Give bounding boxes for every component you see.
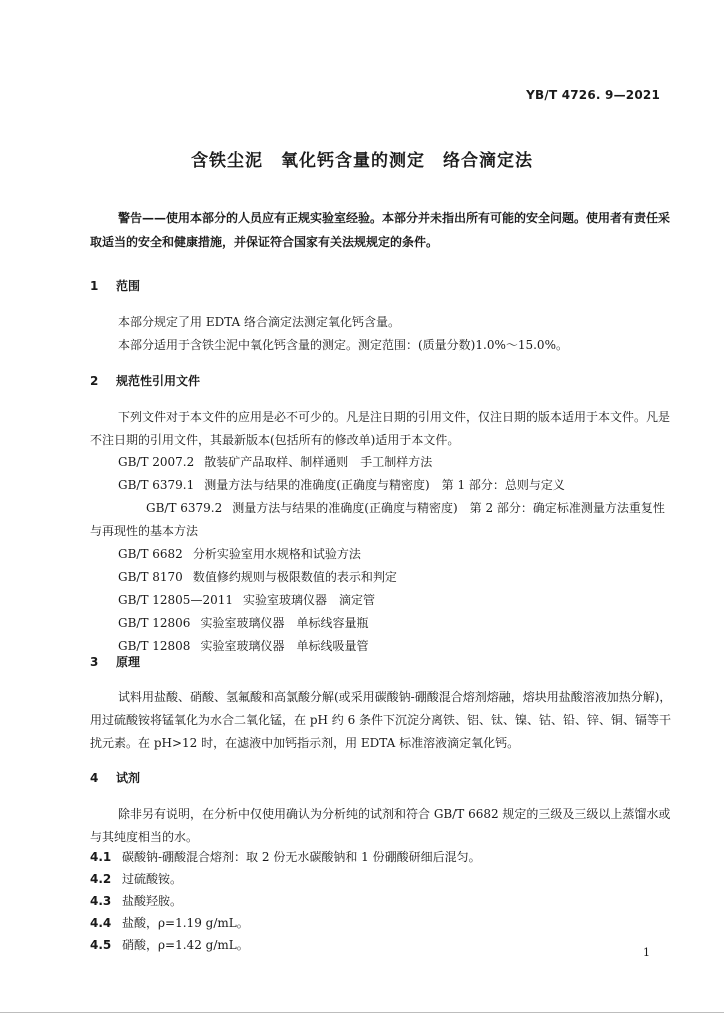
reference-code: GB/T 6379.1 bbox=[118, 478, 195, 492]
section-number: 2 bbox=[90, 374, 99, 388]
section-number: 3 bbox=[90, 655, 99, 669]
intro-paragraph: 下列文件对于本文件的应用是必不可少的。凡是注日期的引用文件，仅注日期的版本适用于本文件。凡是不注日期的引用文件，其最新版本(包括所有的修改单)适用于本文件。 bbox=[90, 410, 671, 447]
principle-paragraph: 试料用盐酸、硝酸、氢氟酸和高氯酸分解(或采用碳酸钠-硼酸混合熔剂熔融，熔块用盐酸溶液加热分解)，用过硫酸铵将锰氧化为水合二氧化锰，在 pH 约 6 条件下沉淀分离铁、铝、钛、镍、钴、铅、锌、铜、镉等干扰元素。在 pH>12 时，在滤液中加钙指示剂，用 EDTA 标准溶液滴定氧化钙。 bbox=[90, 690, 672, 750]
reagent-number: 4.2 bbox=[90, 872, 112, 886]
document-title: 含铁尘泥 氧化钙含量的测定 络合滴定法 bbox=[191, 151, 533, 171]
principle-body bbox=[90, 686, 672, 755]
reagent-item bbox=[90, 890, 672, 912]
reagent-text: 盐酸羟胺。 bbox=[122, 894, 183, 908]
reference-code: GB/T 8170 bbox=[118, 570, 183, 584]
reference-title: 散装矿产品取样、制样通则 手工制样方法 bbox=[204, 455, 433, 469]
reagent-item bbox=[90, 934, 672, 956]
intro-paragraph: 除非另有说明，在分析中仅使用确认为分析纯的试剂和符合 GB/T 6682 规定的三级及三级以上蒸馏水或与其纯度相当的水。 bbox=[90, 807, 671, 844]
reference-title: 数值修约规则与极限数值的表示和判定 bbox=[192, 570, 397, 584]
section-number: 1 bbox=[90, 279, 99, 293]
warning-block bbox=[90, 206, 672, 254]
section-title: 原理 bbox=[116, 655, 141, 669]
reference-item bbox=[90, 451, 672, 474]
warning-text: 警告——使用本部分的人员应有正规实验室经验。本部分并未指出所有可能的安全问题。使用者有责任采取适当的安全和健康措施，并保证符合国家有关法规规定的条件。 bbox=[90, 211, 671, 249]
reference-title: 实验室玻璃仪器 单标线吸量管 bbox=[200, 639, 369, 653]
scope-body bbox=[90, 311, 672, 357]
normative-refs-intro bbox=[90, 406, 672, 452]
reference-code: GB/T 6379.2 bbox=[146, 501, 223, 515]
scope-paragraph: 本部分规定了用 EDTA 络合滴定法测定氧化钙含量。 bbox=[118, 315, 401, 329]
reagent-list bbox=[90, 846, 672, 956]
reference-item bbox=[90, 566, 672, 589]
reference-item bbox=[90, 474, 672, 497]
reference-code: GB/T 12805—2011 bbox=[118, 593, 233, 607]
reagent-item bbox=[90, 868, 672, 890]
reference-item bbox=[90, 589, 672, 612]
section-title: 试剂 bbox=[116, 771, 141, 785]
section-heading-normative-refs bbox=[90, 372, 200, 389]
section-number: 4 bbox=[90, 771, 99, 785]
reference-code: GB/T 6682 bbox=[118, 547, 183, 561]
section-heading-scope bbox=[90, 277, 140, 294]
section-title: 范围 bbox=[116, 279, 141, 293]
reagent-item bbox=[90, 912, 672, 934]
reagent-text: 过硫酸铵。 bbox=[122, 872, 183, 886]
reference-item bbox=[90, 635, 672, 658]
reference-code: GB/T 12808 bbox=[118, 639, 191, 653]
reagent-number: 4.5 bbox=[90, 938, 112, 952]
page-bottom-divider bbox=[0, 1012, 724, 1013]
page-number: 1 bbox=[643, 946, 650, 959]
reference-title: 实验室玻璃仪器 单标线容量瓶 bbox=[200, 616, 369, 630]
reagents-intro bbox=[90, 803, 672, 849]
reference-title: 分析实验室用水规格和试验方法 bbox=[192, 547, 361, 561]
reference-item bbox=[90, 612, 672, 635]
reagent-text: 盐酸，ρ=1.19 g/mL。 bbox=[122, 916, 249, 930]
section-heading-principle bbox=[90, 653, 140, 670]
reagent-text: 硝酸，ρ=1.42 g/mL。 bbox=[122, 938, 249, 952]
reference-item bbox=[90, 497, 672, 543]
reference-title: 实验室玻璃仪器 滴定管 bbox=[242, 593, 375, 607]
reagent-number: 4.1 bbox=[90, 850, 112, 864]
scope-paragraph: 本部分适用于含铁尘泥中氧化钙含量的测定。测定范围：(质量分数)1.0%～15.0%。 bbox=[118, 338, 568, 352]
section-title: 规范性引用文件 bbox=[116, 374, 201, 388]
section-heading-reagents bbox=[90, 769, 140, 786]
reference-title: 测量方法与结果的准确度(正确度与精密度) 第 2 部分：确定标准测量方法重复性与再现性的基本方法 bbox=[90, 501, 665, 538]
reference-code: GB/T 2007.2 bbox=[118, 455, 195, 469]
reagent-item bbox=[90, 846, 672, 868]
reference-item bbox=[90, 543, 672, 566]
reagent-number: 4.4 bbox=[90, 916, 112, 930]
reference-title: 测量方法与结果的准确度(正确度与精密度) 第 1 部分：总则与定义 bbox=[204, 478, 565, 492]
reagent-text: 碳酸钠-硼酸混合熔剂：取 2 份无水碳酸钠和 1 份硼酸研细后混匀。 bbox=[122, 850, 481, 864]
standard-code: YB/T 4726. 9—2021 bbox=[526, 88, 660, 102]
reagent-number: 4.3 bbox=[90, 894, 112, 908]
reference-code: GB/T 12806 bbox=[118, 616, 191, 630]
reference-list bbox=[90, 451, 672, 658]
